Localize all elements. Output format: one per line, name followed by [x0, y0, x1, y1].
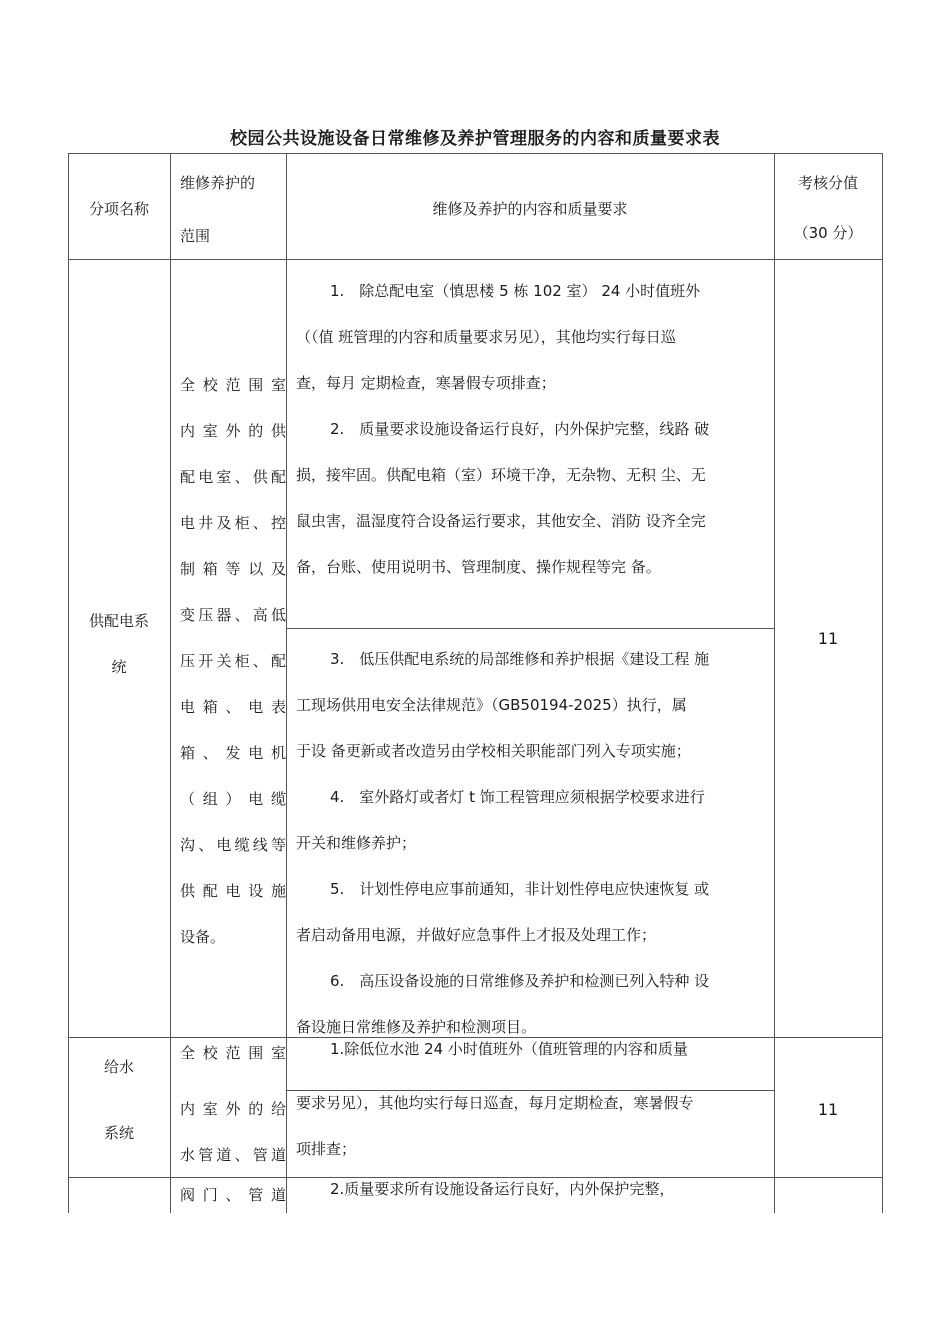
content-line: 6. 高压设备设施的日常维修及养护和检测已列入特种 设: [330, 972, 710, 990]
table-border-right: [882, 153, 883, 1213]
header-score-line1: 考核分值: [797, 174, 858, 192]
row3-content: [296, 1166, 772, 1212]
scope-line: 水管道、管道: [180, 1146, 286, 1164]
col-divider-1: [170, 153, 171, 1213]
content-line: 1.除低位水池 24 小时值班外（值班管理的内容和质量: [330, 1040, 688, 1058]
header-scope-line2: 范围: [180, 227, 211, 245]
row1-name-line2: 统: [111, 658, 127, 676]
content-line: 损，接牢固。供配电箱（室）环境干净，无杂物、无积 尘、无: [296, 466, 706, 484]
row2-name-line2: 系统: [103, 1124, 134, 1142]
content-line: 工现场供用电安全法律规范》（GB50194-2025）执行，属: [296, 696, 687, 714]
page-title: 校园公共设施设备日常维修及养护管理服务的内容和质量要求表: [230, 129, 720, 149]
row1-score: 11: [817, 629, 839, 648]
row1-scope: [180, 362, 286, 960]
header-divider: [68, 259, 883, 260]
scope-line: 配电室、供配: [180, 468, 286, 486]
header-score-line2: （30 分）: [793, 224, 863, 242]
table-border-left: [68, 153, 69, 1213]
scope-line: 沟、电缆线等: [180, 836, 286, 854]
scope-line: 内室外的给: [180, 1100, 286, 1118]
content-line: 3. 低压供配电系统的局部维修和养护根据《建设工程 施: [330, 650, 710, 668]
scope-line: 箱、发电机: [180, 744, 286, 762]
scope-line: 全校范围室: [180, 1044, 286, 1062]
content-line: 1. 除总配电室（慎思楼 5 栋 102 室） 24 小时值班外: [330, 282, 701, 300]
row1-name-line1: 供配电系: [88, 612, 149, 630]
content-line: 备，台账、使用说明书、管理制度、操作规程等完 备。: [296, 558, 661, 576]
content-line: 2. 质量要求设施设备运行良好，内外保护完整，线路 破: [330, 420, 710, 438]
scope-line: （组）电缆: [180, 790, 286, 808]
row2-score: 11: [817, 1100, 839, 1119]
row2-scope: [180, 1030, 286, 1178]
content-line: 项排查；: [296, 1140, 357, 1158]
content-line: 查，每月 定期检查，寒暑假专项排查；: [296, 374, 556, 392]
header-scope-line1: 维修养护的: [180, 174, 256, 192]
header-item-name: 分项名称: [88, 200, 149, 218]
row1-content-b: [296, 636, 772, 1050]
row3-scope: [180, 1172, 286, 1218]
scope-line: 设备。: [180, 928, 226, 946]
content-line: 于设 备更新或者改造另由学校相关职能部门列入专项实施；: [296, 742, 691, 760]
content-line: 开关和维修养护；: [296, 834, 417, 852]
row1-content-a: [296, 268, 772, 590]
scope-line: 供配电设施: [180, 882, 286, 900]
scope-line: 内室外的供: [180, 422, 286, 440]
scope-line: 电箱、电表: [180, 698, 286, 716]
row2-name-line1: 给水: [103, 1058, 134, 1076]
row2-content: [296, 1026, 772, 1172]
scope-line: 阀门、管道: [180, 1186, 286, 1204]
col-divider-2: [286, 153, 287, 1213]
content-line: 4. 室外路灯或者灯 t 饰工程管理应须根据学校要求进行: [330, 788, 705, 806]
scope-line: 制箱等以及: [180, 560, 286, 578]
content-line: 备设施日常维修及养护和检测项目。: [296, 1018, 537, 1036]
scope-line: 全校范围室: [180, 376, 286, 394]
content-line: 鼠虫害，温湿度符合设备运行要求，其他安全、消防 设齐全完: [296, 512, 706, 530]
content-line: 者启动备用电源，并做好应急事件上才报及处理工作；: [296, 926, 657, 944]
content-line: 5. 计划性停电应事前通知，非计划性停电应快速恢复 或: [330, 880, 710, 898]
header-content: 维修及养护的内容和质量要求: [432, 200, 628, 218]
scope-line: 电井及柜、控: [180, 514, 286, 532]
row1-inner-divider: [286, 628, 774, 629]
content-line: 2.质量要求所有设施设备运行良好，内外保护完整，: [330, 1180, 675, 1198]
content-line: （（值 班管理的内容和质量要求另见），其他均实行每日巡: [296, 328, 676, 346]
scope-line: 变压器、高低: [180, 606, 286, 624]
scope-line: 压开关柜、配: [180, 652, 286, 670]
content-line: 要求另见），其他均实行每日巡查，每月定期检查，寒暑假专: [296, 1094, 694, 1112]
table-border-top: [68, 153, 883, 154]
col-divider-3: [774, 153, 775, 1213]
